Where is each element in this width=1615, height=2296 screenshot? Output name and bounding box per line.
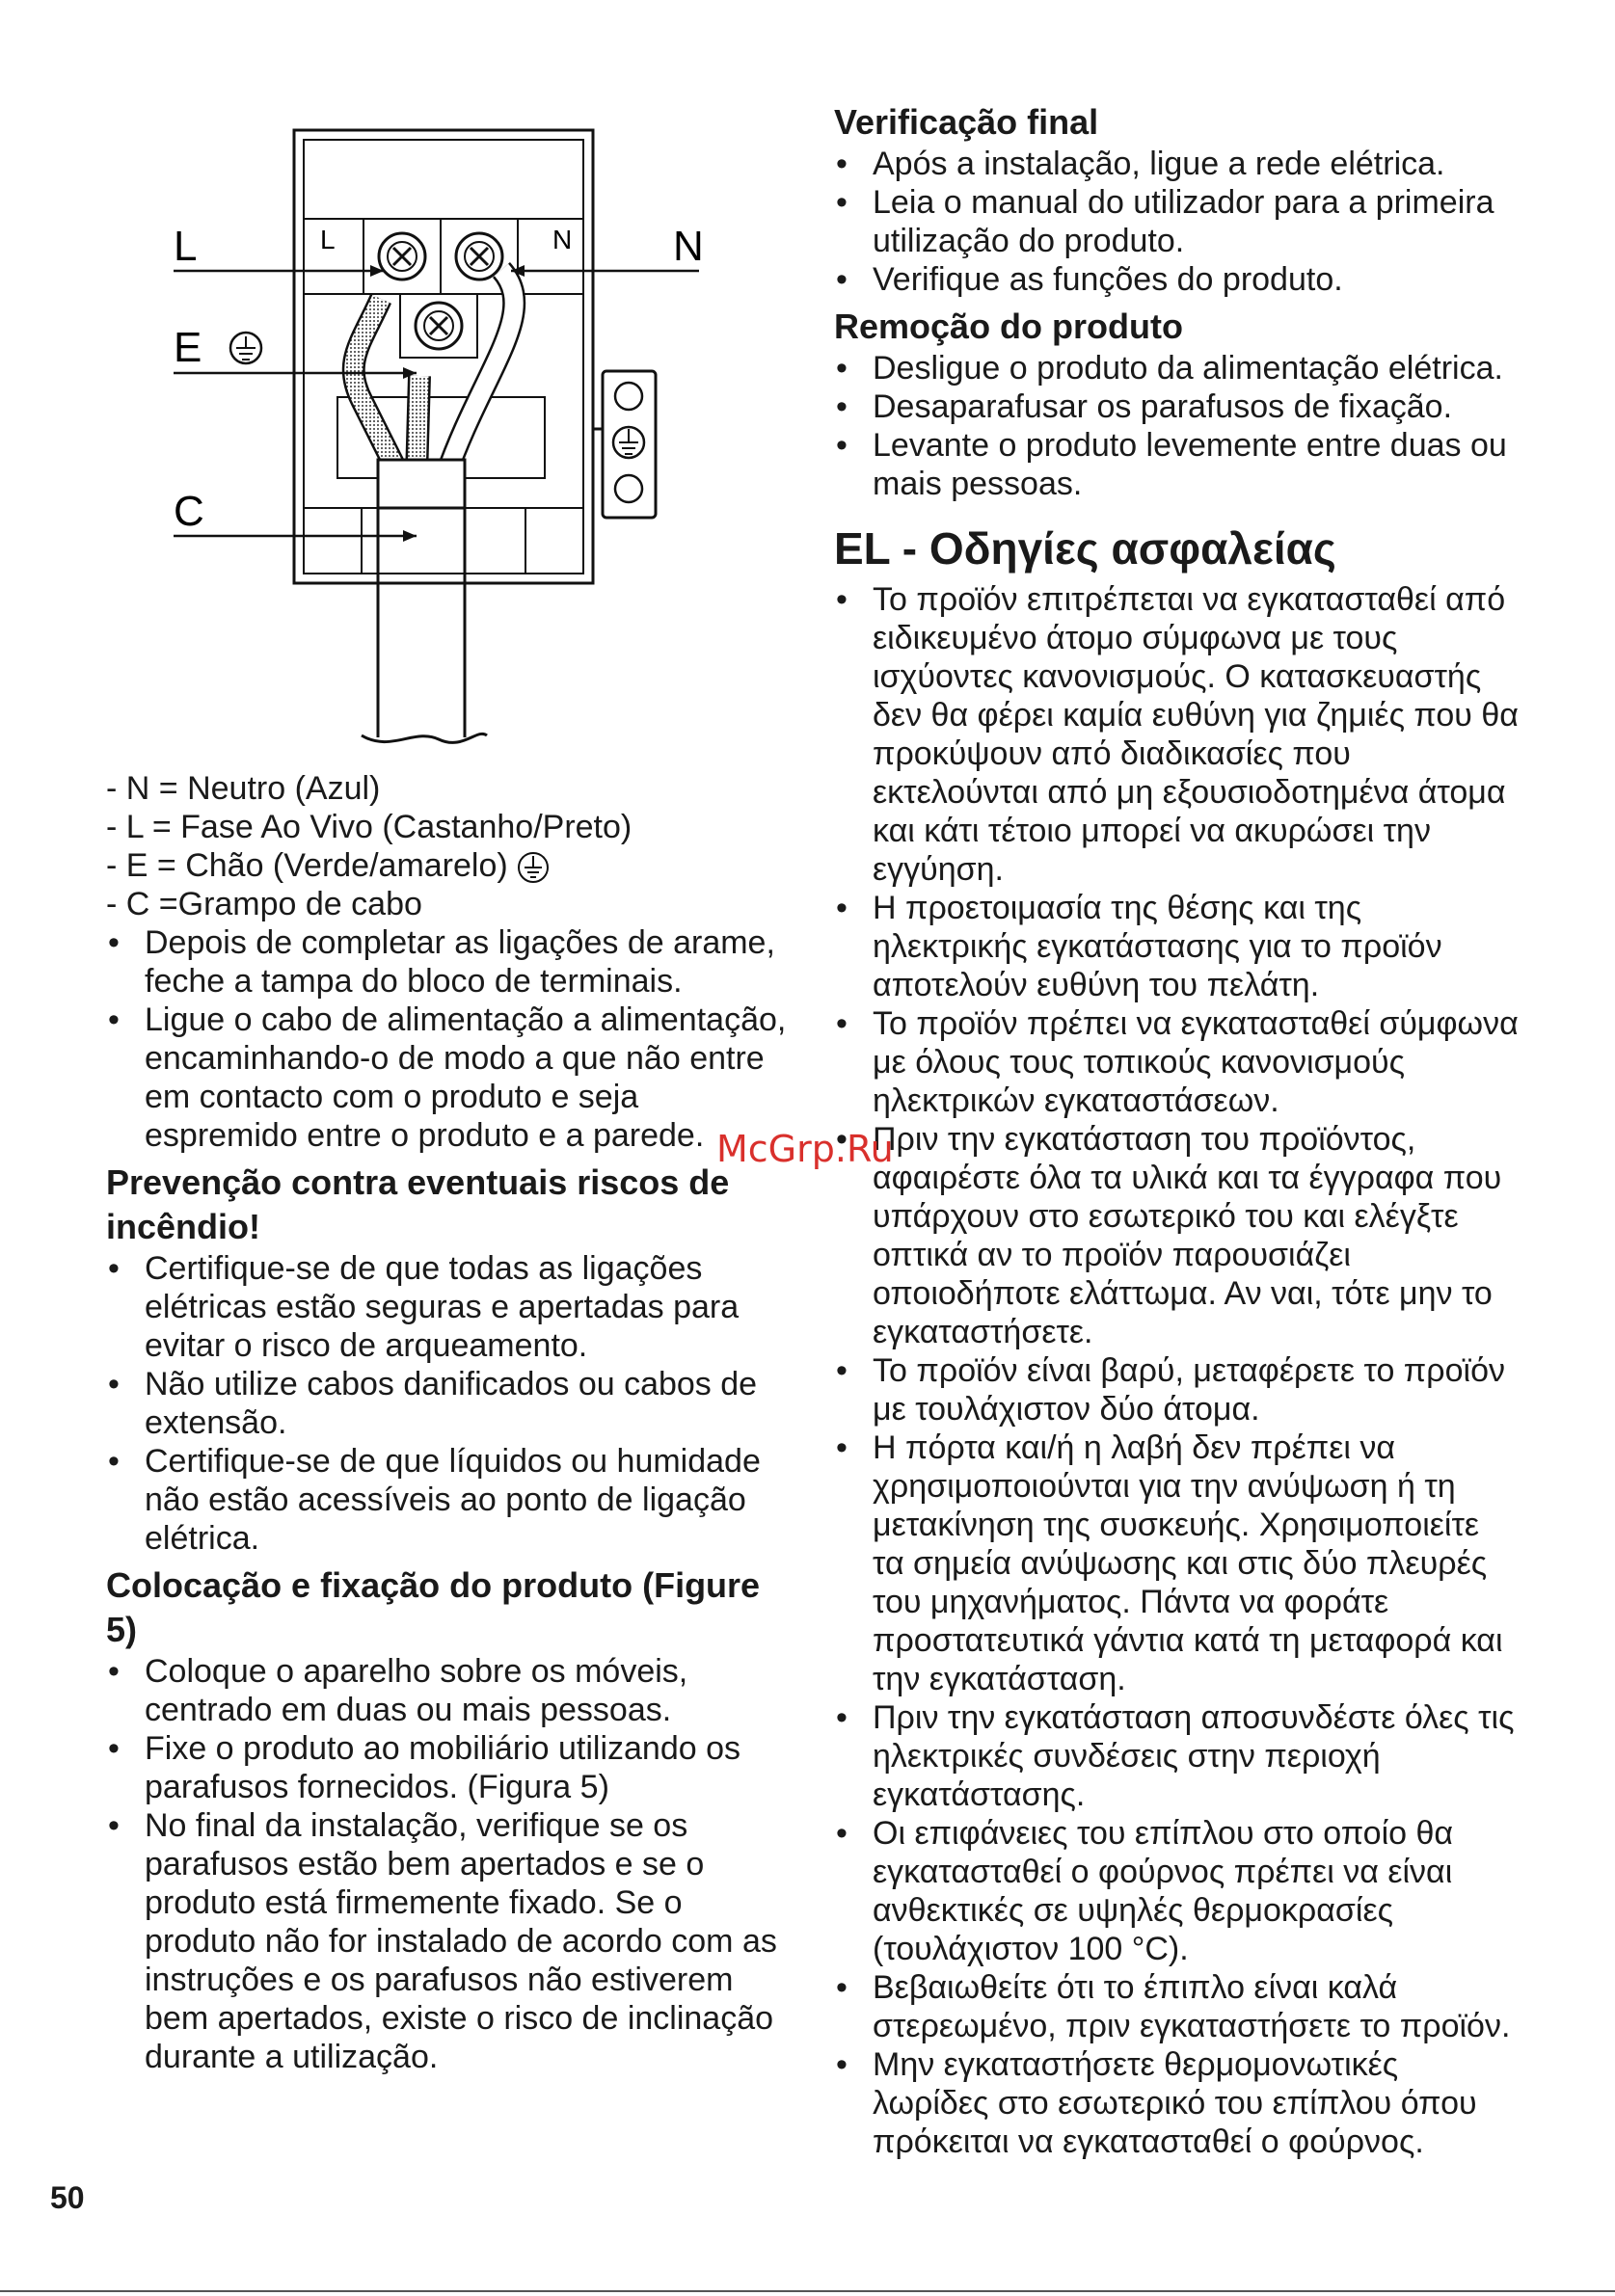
list-item: • Desligue o produto da alimentação elétrica. xyxy=(834,349,1519,387)
list-item: • Πριν την εγκατάσταση αποσυνδέστε όλες τις ηλεκτρικές συνδέσεις στην περιοχή εγκατάστασης. xyxy=(834,1698,1519,1814)
list-item: • Levante o produto levemente entre duas ou mais pessoas. xyxy=(834,426,1519,503)
greek-safety-heading: EL - Οδηγίες ασφαλείας xyxy=(834,523,1336,574)
placement-heading: Colocação e fixação do produto (Figure 5) xyxy=(106,1565,761,1649)
list-item: • Não utilize cabos danificados ou cabos de extensão. xyxy=(106,1365,800,1442)
list-item: • Οι επιφάνειες του επίπλου στο οποίο θα εγκατασταθεί ο φούρνος πρέπει να είναι ανθεκτικές σε υψηλές θερμοκρασίες (τουλάχιστον 100 °C). xyxy=(834,1814,1519,1968)
page-number: 50 xyxy=(50,2180,85,2215)
legend-live: - L = Fase Ao Vivo (Castanho/Preto) xyxy=(106,809,633,845)
list-item: • Το προϊόν πρέπει να εγκατασταθεί σύμφωνα με όλους τους τοπικούς κανονισμούς ηλεκτρικών εγκαταστάσεων. xyxy=(834,1004,1519,1120)
bottom-divider xyxy=(0,2290,1615,2292)
left-column xyxy=(106,769,800,2076)
legend-earth: - E = Chão (Verde/amarelo) xyxy=(106,847,508,884)
legend-neutral: - N = Neutro (Azul) xyxy=(106,770,381,807)
wiring-diagram xyxy=(164,111,704,757)
list-item: • Μην εγκαταστήσετε θερμομονωτικές λωρίδες στο εσωτερικό του επίπλου όπου πρόκειται να εγκατασταθεί ο φούρνος. xyxy=(834,2045,1519,2161)
final-check-heading: Verificação final xyxy=(834,102,1099,142)
terminal-label-N: N xyxy=(552,225,573,254)
list-item: • Η πόρτα και/ή η λαβή δεν πρέπει να χρησιμοποιούνται για την ανύψωση ή τη μετακίνηση της συσκευής. Χρησιμοποιείτε τα σημεία ανύψωσης και στις δύο πλευρές του μηχανήματος. Πάντα να φοράτε προστατευτικά γάντια κατά τη μεταφορά και την εγκατάσταση. xyxy=(834,1428,1519,1698)
terminal-screw-E xyxy=(416,303,462,349)
right-column xyxy=(834,100,1519,2161)
list-item: • Verifique as funções do produto. xyxy=(834,260,1519,299)
fire-list xyxy=(106,1249,800,1558)
list-item: • Após a instalação, ligue a rede elétrica. xyxy=(834,145,1519,183)
greek-safety-list xyxy=(834,580,1519,2161)
list-item: • Fixe o produto ao mobiliário utilizando os parafusos fornecidos. (Figura 5) xyxy=(106,1729,800,1806)
removal-heading: Remoção do produto xyxy=(834,307,1183,346)
watermark: McGrp.Ru xyxy=(716,1128,894,1170)
list-item: • Certifique-se de que líquidos ou humidade não estão acessíveis ao ponto de ligação elétrica. xyxy=(106,1442,800,1558)
list-item: • Certifique-se de que todas as ligações elétricas estão seguras e apertadas para evitar o risco de arqueamento. xyxy=(106,1249,800,1365)
list-item: • Desaparafusar os parafusos de fixação. xyxy=(834,387,1519,426)
list-item: • No final da instalação, verifique se os parafusos estão bem apertados e se o produto está firmemente fixado. Se o produto não for instalado de acordo com as instruções e os parafusos não estiverem bem apertados, existe o risco de inclinação durante a utilização. xyxy=(106,1806,800,2076)
list-item: • Πριν την εγκατάσταση του προϊόντος, αφαιρέστε όλα τα υλικά και τα έγγραφα που υπάρχουν στο εσωτερικό του και ελέγξτε οπτικά αν το προϊόν παρουσιάζει οποιοδήποτε ελάττωμα. Αν ναι, τότε μην το εγκαταστήσετε. xyxy=(834,1120,1519,1351)
label-L: L xyxy=(174,223,198,270)
final-check-list xyxy=(834,145,1519,299)
removal-list xyxy=(834,349,1519,503)
label-E: E xyxy=(174,324,202,371)
ground-icon xyxy=(230,333,261,363)
ground-icon xyxy=(517,851,550,884)
label-N: N xyxy=(673,223,704,270)
list-item: • Το προϊόν είναι βαρύ, μεταφέρετε το προϊόν με τουλάχιστον δύο άτομα. xyxy=(834,1351,1519,1428)
legend-clamp: - C =Grampo de cabo xyxy=(106,886,422,922)
legend-earth-row xyxy=(106,846,800,885)
placement-list xyxy=(106,1652,800,2076)
terminal-label-L: L xyxy=(320,225,336,254)
list-item: • Coloque o aparelho sobre os móveis, centrado em duas ou mais pessoas. xyxy=(106,1652,800,1729)
terminal-screw-L xyxy=(379,233,425,280)
fire-heading: Prevenção contra eventuais riscos de incêndio! xyxy=(106,1162,730,1246)
terminal-screw-N xyxy=(456,233,502,280)
list-item: • Depois de completar as ligações de arame, feche a tampa do bloco de terminais. xyxy=(106,923,800,1001)
wiring-bullets xyxy=(106,923,800,1155)
label-C: C xyxy=(174,488,204,535)
list-item: • Η προετοιμασία της θέσης και της ηλεκτρικής εγκατάστασης για το προϊόν αποτελούν ευθύνη του πελάτη. xyxy=(834,889,1519,1004)
list-item: • Leia o manual do utilizador para a primeira utilização do produto. xyxy=(834,183,1519,260)
list-item: • Ligue o cabo de alimentação a alimentação, encaminhando-o de modo a que não entre em contacto com o produto e seja espremido entre o produto e a parede. xyxy=(106,1001,800,1155)
list-item: • Βεβαιωθείτε ότι το έπιπλο είναι καλά στερεωμένο, πριν εγκαταστήσετε το προϊόν. xyxy=(834,1968,1519,2045)
list-item: • Το προϊόν επιτρέπεται να εγκατασταθεί από ειδικευμένο άτομο σύμφωνα με τους ισχύοντες κανονισμούς. Ο κατασκευαστής δεν θα φέρει καμία ευθύνη για ζημιές που θα προκύψουν από διαδικασίες που εκτελούνται από μη εξουσιοδοτημένα άτομα και κάτι τέτοιο μπορεί να ακυρώσει την εγγύηση. xyxy=(834,580,1519,889)
